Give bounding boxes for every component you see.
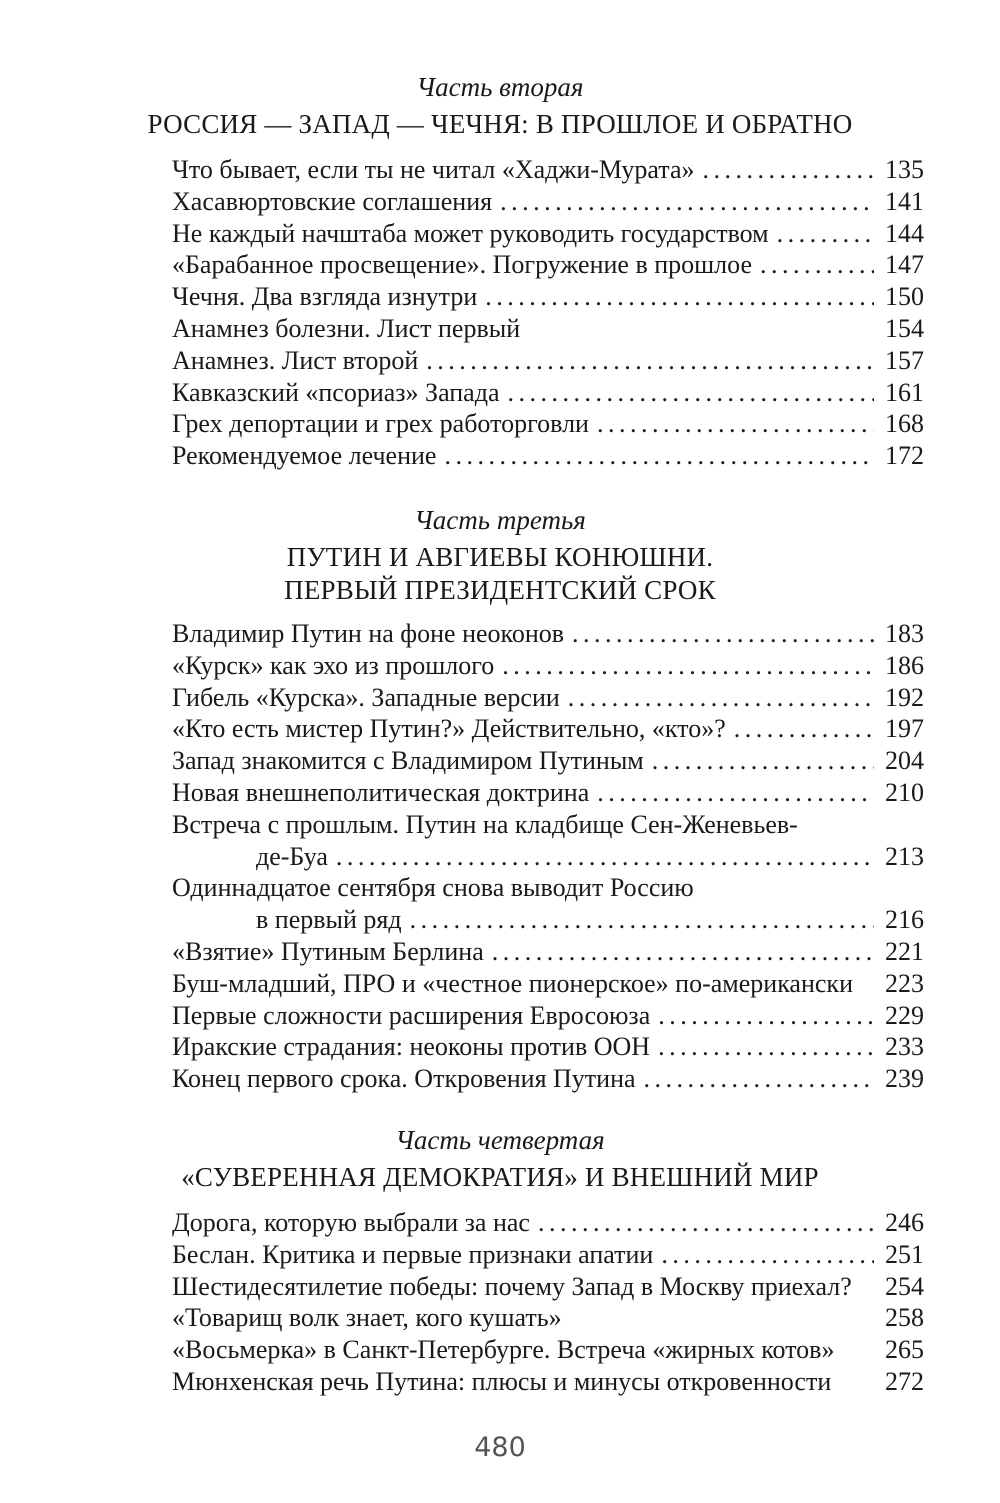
leader-dots bbox=[652, 745, 874, 777]
entry-page: 210 bbox=[885, 777, 924, 807]
entry-page: 183 bbox=[885, 619, 924, 648]
entry-page: 239 bbox=[885, 1064, 924, 1094]
leader-dots bbox=[734, 713, 874, 745]
leader-dots bbox=[568, 682, 874, 714]
entry-title: «Взятие» Путиным Берлина bbox=[172, 936, 484, 966]
entry-page: 223 bbox=[885, 968, 924, 998]
entry-title-cont: в первый ряд bbox=[256, 905, 402, 935]
leader-dots bbox=[485, 281, 874, 313]
leader-dots bbox=[777, 218, 874, 250]
toc-entry[interactable] bbox=[172, 745, 924, 777]
entry-page: 186 bbox=[885, 650, 924, 680]
entry-title: Иракские страдания: неоконы против ООН bbox=[172, 1032, 651, 1062]
part-label: Часть третья bbox=[414, 505, 586, 535]
entry-page: 204 bbox=[885, 746, 924, 776]
toc-entry[interactable] bbox=[172, 408, 924, 440]
leader-dots bbox=[644, 1063, 874, 1095]
entry-title: «Товарищ волк знает, кого кушать» bbox=[172, 1303, 562, 1333]
toc-entry[interactable] bbox=[172, 1063, 924, 1095]
entry-title-line[interactable]: Одиннадцатое сентября снова выводит Россию bbox=[172, 873, 694, 903]
entry-page: 272 bbox=[885, 1366, 924, 1396]
toc-entry[interactable] bbox=[172, 281, 924, 313]
entry-title: Анамнез болезни. Лист первый bbox=[172, 313, 521, 343]
leader-dots bbox=[426, 345, 874, 377]
entry-title: Новая внешнеполитическая доктрина bbox=[172, 777, 590, 807]
leader-dots bbox=[502, 650, 874, 682]
entry-page: 221 bbox=[885, 936, 924, 966]
entry-title: Анамнез. Лист второй bbox=[172, 345, 419, 375]
entry-page: 154 bbox=[885, 313, 924, 343]
toc-entry[interactable] bbox=[172, 1207, 924, 1239]
entry-title-line[interactable]: Встреча с прошлым. Путин на кладбище Сен-Женевьев- bbox=[172, 809, 798, 839]
entry-title: «Курск» как эхо из прошлого bbox=[172, 650, 495, 680]
toc-entry[interactable] bbox=[172, 345, 924, 377]
entry-page: 172 bbox=[885, 441, 924, 471]
entry-title: «Кто есть мистер Путин?» Действительно, «кто»? bbox=[172, 714, 726, 744]
toc-entry[interactable] bbox=[172, 1031, 924, 1063]
entry-title: Беслан. Критика и первые признаки апатии bbox=[172, 1239, 654, 1269]
entry-title: Что бывает, если ты не читал «Хаджи-Мурата» bbox=[172, 155, 695, 184]
entry-page: 246 bbox=[885, 1208, 924, 1237]
toc-section bbox=[172, 618, 924, 1095]
leader-dots bbox=[538, 1207, 874, 1239]
toc-entry[interactable] bbox=[172, 218, 924, 250]
toc-entry[interactable] bbox=[172, 713, 924, 745]
entry-title: Хасавюртовские соглашения bbox=[172, 186, 493, 216]
part-title: ПУТИН И АВГИЕВЫ КОНЮШНИ. bbox=[286, 542, 714, 572]
toc-entry[interactable] bbox=[172, 313, 924, 345]
entry-title: «Восьмерка» в Санкт-Петербурге. Встреча «жирных котов» bbox=[172, 1335, 835, 1365]
leader-dots bbox=[597, 777, 874, 809]
entry-page: 168 bbox=[885, 409, 924, 439]
part-title: РОССИЯ — ЗАПАД — ЧЕЧНЯ: В ПРОШЛОЕ И ОБРАТНО bbox=[147, 109, 853, 139]
entry-page: 157 bbox=[885, 345, 924, 375]
toc-entry[interactable] bbox=[172, 186, 924, 218]
entry-title: Конец первого срока. Откровения Путина bbox=[172, 1064, 636, 1094]
entry-title: Кавказский «псориаз» Запада bbox=[172, 377, 500, 407]
entry-page: 141 bbox=[885, 186, 924, 216]
toc-entry[interactable] bbox=[172, 1302, 924, 1334]
toc-entry[interactable] bbox=[172, 618, 924, 650]
leader-dots bbox=[508, 377, 875, 409]
leader-dots bbox=[572, 618, 874, 650]
part-heading bbox=[0, 503, 1000, 607]
entry-page: 233 bbox=[885, 1032, 924, 1062]
leader-dots bbox=[336, 841, 874, 873]
toc-entry[interactable] bbox=[172, 968, 924, 1000]
entry-title: Не каждый начштаба может руководить государством bbox=[172, 218, 769, 248]
toc-entry[interactable] bbox=[172, 249, 924, 281]
entry-page: 192 bbox=[885, 682, 924, 712]
leader-dots bbox=[597, 408, 874, 440]
entry-page: 265 bbox=[885, 1335, 924, 1365]
toc-section bbox=[172, 154, 924, 472]
entry-page: 229 bbox=[885, 1000, 924, 1030]
toc-entry[interactable] bbox=[172, 936, 924, 968]
entry-page: 161 bbox=[885, 377, 924, 407]
entry-page: 213 bbox=[885, 841, 924, 871]
toc-entry[interactable] bbox=[172, 777, 924, 809]
part-label: Часть вторая bbox=[416, 72, 584, 102]
leader-dots bbox=[444, 440, 874, 472]
entry-title: Гибель «Курска». Западные версии bbox=[172, 682, 560, 712]
part-heading bbox=[0, 1123, 1000, 1194]
entry-title: Дорога, которую выбрали за нас bbox=[172, 1208, 530, 1237]
leader-dots bbox=[703, 154, 875, 186]
toc-entry[interactable] bbox=[172, 1366, 924, 1398]
entry-title: Чечня. Два взгляда изнутри bbox=[172, 282, 478, 312]
entry-title: Рекомендуемое лечение bbox=[172, 441, 437, 471]
leader-dots bbox=[658, 1031, 874, 1063]
part-heading bbox=[0, 70, 1000, 141]
entry-title: «Барабанное просвещение». Погружение в прошлое bbox=[172, 250, 752, 280]
part-title: ПЕРВЫЙ ПРЕЗИДЕНТСКИЙ СРОК bbox=[284, 575, 716, 605]
toc-entry[interactable] bbox=[172, 440, 924, 472]
entry-title: Запад знакомится с Владимиром Путиным bbox=[172, 746, 644, 776]
leader-dots bbox=[661, 1239, 874, 1271]
entry-page: 258 bbox=[885, 1303, 924, 1333]
entry-page: 216 bbox=[885, 905, 924, 935]
entry-title: Мюнхенская речь Путина: плюсы и минусы откровенности bbox=[172, 1366, 832, 1396]
toc-entry[interactable] bbox=[172, 154, 924, 186]
entry-page: 135 bbox=[885, 155, 924, 184]
entry-page: 144 bbox=[885, 218, 924, 248]
entry-page: 147 bbox=[885, 250, 924, 280]
page-number: 480 bbox=[474, 1432, 526, 1463]
entry-title-cont: де-Буа bbox=[256, 841, 328, 871]
leader-dots bbox=[492, 936, 874, 968]
entry-title: Шестидесятилетие победы: почему Запад в Москву приехал? bbox=[172, 1271, 852, 1301]
toc-entry[interactable] bbox=[172, 1271, 924, 1303]
leader-dots bbox=[658, 1000, 874, 1032]
leader-dots bbox=[760, 249, 874, 281]
part-title: «СУВЕРЕННАЯ ДЕМОКРАТИЯ» И ВНЕШНИЙ МИР bbox=[181, 1162, 819, 1192]
entry-page: 150 bbox=[885, 282, 924, 312]
toc-entry[interactable] bbox=[172, 377, 924, 409]
toc-entry[interactable] bbox=[172, 904, 924, 936]
entry-page: 254 bbox=[885, 1271, 924, 1301]
entry-title: Владимир Путин на фоне неоконов bbox=[172, 619, 565, 648]
toc-section bbox=[172, 1207, 924, 1398]
leader-dots bbox=[410, 904, 874, 936]
leader-dots bbox=[500, 186, 874, 218]
toc-entry[interactable] bbox=[172, 841, 924, 873]
toc-entry[interactable] bbox=[172, 650, 924, 682]
entry-page: 197 bbox=[885, 714, 924, 744]
toc-entry[interactable] bbox=[172, 1000, 924, 1032]
entry-title: Буш-младший, ПРО и «честное пионерское» по-американски bbox=[172, 968, 853, 998]
entry-title: Грех депортации и грех работорговли bbox=[172, 409, 589, 439]
part-label: Часть четвертая bbox=[395, 1125, 605, 1155]
toc-entry[interactable] bbox=[172, 1334, 924, 1366]
entry-title: Первые сложности расширения Евросоюза bbox=[172, 1000, 651, 1030]
entry-page: 251 bbox=[885, 1239, 924, 1269]
toc-entry[interactable] bbox=[172, 682, 924, 714]
toc-entry[interactable] bbox=[172, 1239, 924, 1271]
